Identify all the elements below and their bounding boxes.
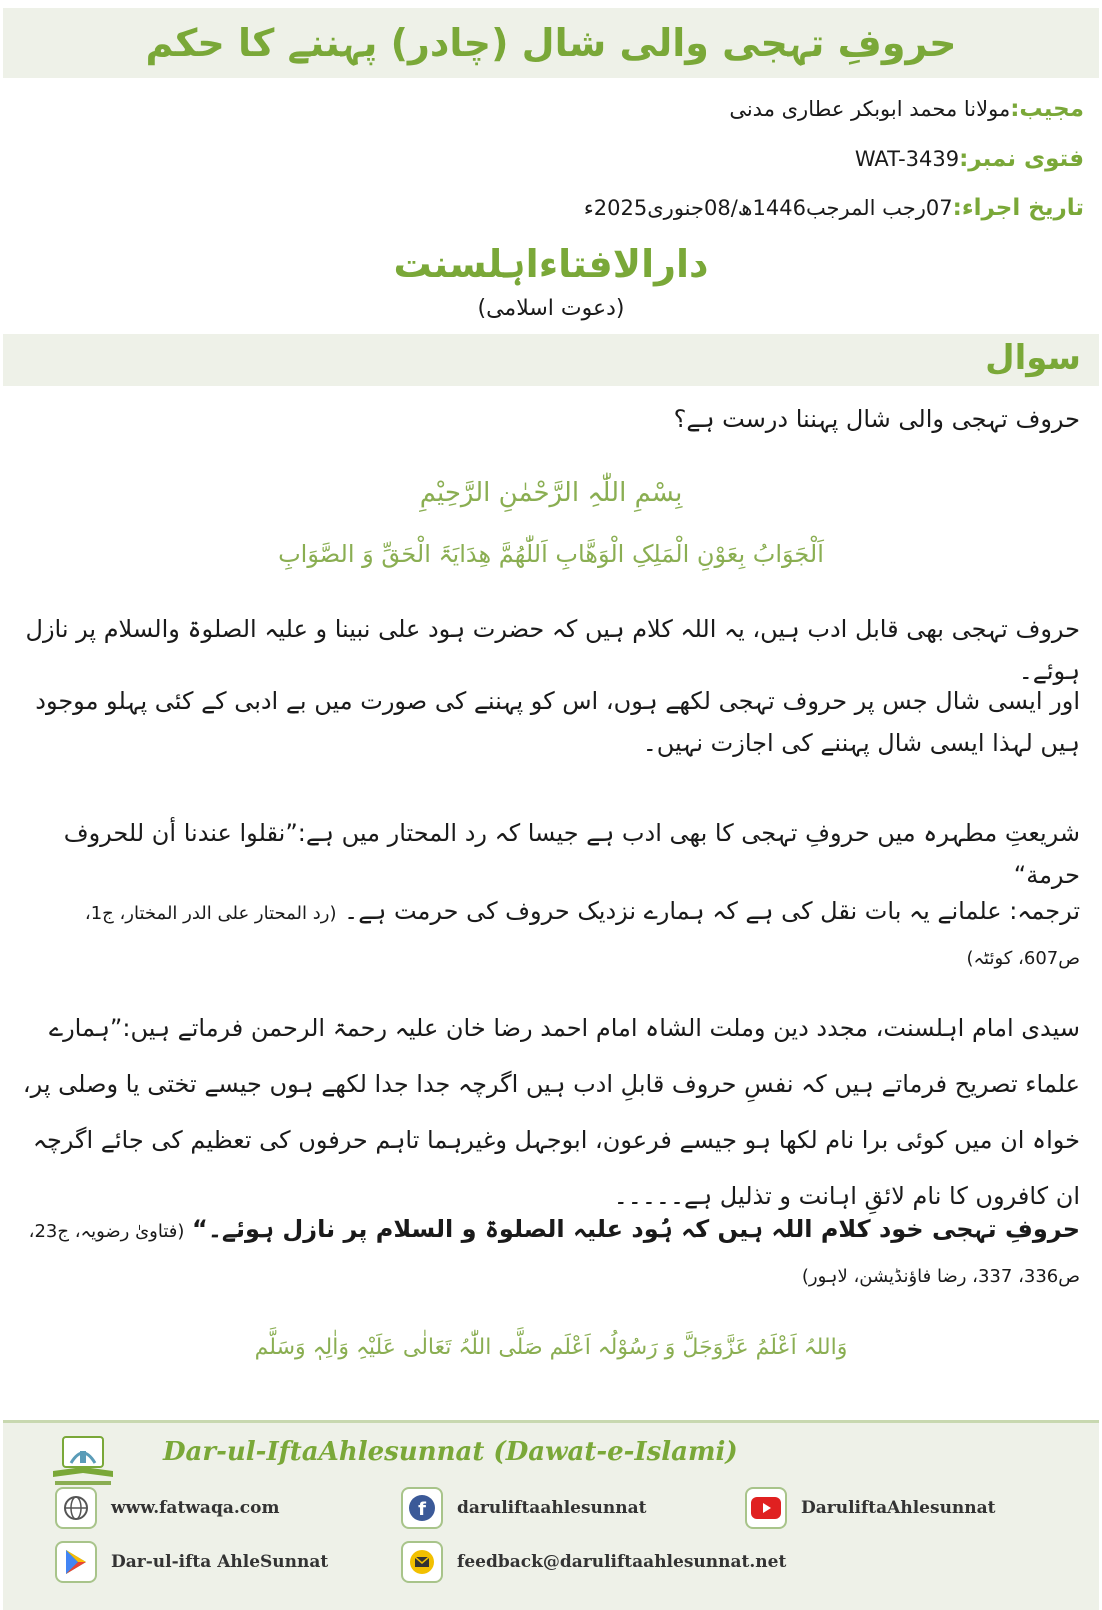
footer [3,1420,1099,1610]
question-text: حروف تہجی والی شال پہننا درست ہے؟ [673,405,1080,433]
answer-paragraph-1: حروف تہجی بھی قابل ادب ہیں، یہ اللہ کلام ہیں کہ حضرت ہود علی نبینا و علیہ الصلوۃ والسلام پر نازل ہوئے۔ [25,615,1080,685]
facebook-icon [401,1487,443,1529]
mujeeb-row [729,96,1084,122]
institution-subtitle: (دعوت اسلامی) [477,296,625,321]
youtube-icon [745,1487,787,1529]
issue-date-row [584,195,1084,221]
facebook-link[interactable] [401,1487,646,1529]
bismillah: بِسْمِ اللّٰہِ الرَّحْمٰنِ الرَّحِیْمِ [419,478,683,508]
youtube-link[interactable] [745,1487,996,1529]
globe-icon [55,1487,97,1529]
facebook-text: daruliftaahlesunnat [457,1498,647,1518]
question-heading: سوال [985,338,1081,378]
mujeeb-label: مجیب: [1010,96,1084,122]
page-title: حروفِ تہجی والی شال (چادر) پہننے کا حکم [145,21,957,65]
translation-reference: (رد المحتار علی الدر المختار، ج1، ص607، کوئٹہ) [84,903,1080,969]
website-text: www.fatwaqa.com [111,1498,280,1518]
feedback-mail-icon [401,1541,443,1583]
email-text: feedback@daruliftaahlesunnat.net [457,1552,787,1572]
answer-opening: اَلْجَوَابُ بِعَوْنِ الْمَلِکِ الْوَھَّابِ اَللّٰھُمَّ ھِدَایَۃَ الْحَقِّ وَ الصَّوَابِ [278,540,824,568]
playstore-link[interactable] [55,1541,328,1583]
mujeeb-value: مولانا محمد ابوبکر عطاری مدنی [729,97,1011,121]
quote-reference: (فتاویٰ رضویہ، ج23، ص336، 337، رضا فاؤنڈیشن، لاہور) [28,1221,1080,1287]
fatwa-number-label: فتوی نمبر: [959,146,1084,172]
closing-dua: وَاللہُ اَعْلَمُ عَزَّوَجَلَّ وَ رَسُوْلُہ اَعْلَم صَلَّی اللّٰہُ تَعَالٰی عَلَیْہِ وَاٰلِہٖ وَسَلَّم [254,1335,848,1360]
institution-name: دارالافتاءاہلسنت [393,242,709,286]
answer-paragraph-4 [18,890,1080,980]
email-link[interactable] [401,1541,786,1583]
answer-paragraph-3: شریعتِ مطہرہ میں حروفِ تہجی کا بھی ادب ہے جیسا کہ رد المحتار میں ہے:”نقلوا عندنا أن للحروف حرمة“ [63,819,1080,889]
issue-date-label: تاریخ اجراء: [952,195,1084,221]
quote-conclusion: حروفِ تہجی خود کلام اللہ ہیں کہ ہُود علیہ الصلوۃ و السلام پر نازل ہوئے۔“ [192,1215,1080,1243]
fatwa-number-row [855,146,1084,172]
fatwa-number-value: WAT-3439 [854,147,960,171]
answer-paragraph-5: سیدی امام اہلسنت، مجدد دین وملت الشاہ امام احمد رضا خان علیہ رحمۃ الرحمن فرماتے ہیں:”ہمارے علماء تصریح فرماتے ہیں کہ نفسِ حروف قابلِ ادب ہیں اگرچہ جدا جدا لکھے ہوں جیسے تختی یا وصلی پر، خواہ ان میں کوئی برا نام لکھا ہو جیسے فرعون، ابوجہل وغیرہما تاہم حرفوں کی تعظیم کی جائے اگرچہ ان کافروں کا نام لائقِ اہانت و تذلیل ہے۔۔۔۔۔ [22,1014,1080,1210]
answer-paragraph-2: اور ایسی شال جس پر حروف تہجی لکھے ہوں، اس کو پہننے کی صورت میں بے ادبی کے کئی پہلو موجود ہیں لہذا ایسی شال پہننے کی اجازت نہیں۔ [35,687,1080,757]
youtube-text: DaruliftaAhlesunnat [801,1498,996,1518]
play-store-icon [55,1541,97,1583]
website-link[interactable] [55,1487,279,1529]
translation-text: ترجمہ: علمانے یہ بات نقل کی ہے کہ ہمارے نزدیک حروف کی حرمت ہے۔ [344,897,1080,925]
playstore-text: Dar-ul-ifta AhleSunnat [111,1552,329,1572]
svg-text:f: f [418,1499,426,1520]
title-banner [3,8,1099,78]
darulifta-logo-icon [43,1433,123,1493]
issue-date-value: 07رجب المرجب1446ھ/08جنوری2025ء [583,196,953,220]
footer-title: Dar-ul-IftaAhlesunnat (Dawat-e-Islami) [163,1437,738,1467]
answer-paragraph-6 [18,1208,1080,1298]
question-banner [3,334,1099,386]
